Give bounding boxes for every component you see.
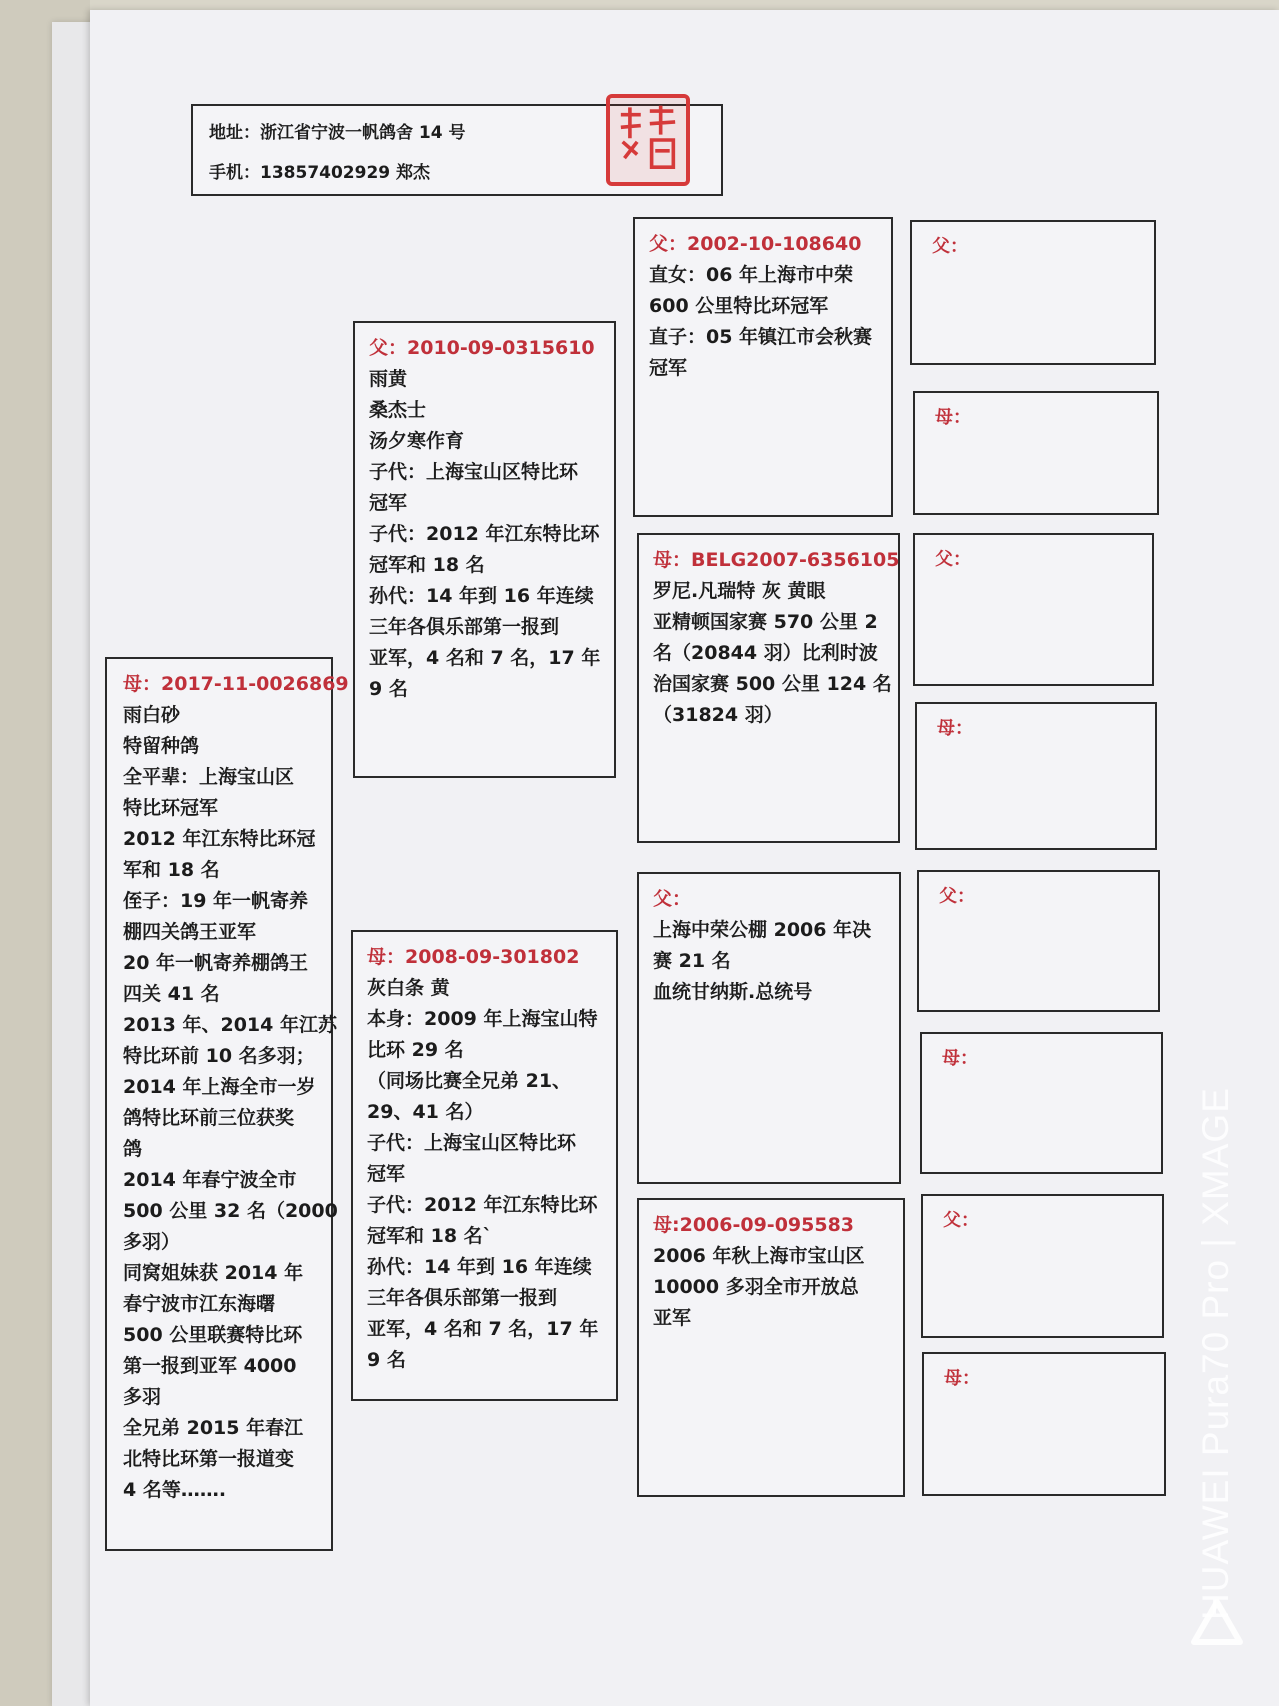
text-line: 桑杰士 (369, 399, 427, 421)
text-line: 直子：05 年镇江市会秋赛 (649, 326, 873, 348)
text-line: 冠军 (367, 1163, 406, 1185)
text-line: 2012 年江东特比环冠 (123, 828, 316, 850)
ggp-box-2 (913, 391, 1159, 515)
text-line: 上海中荣公棚 2006 年决 (653, 919, 872, 941)
ggp-label-6: 母： (942, 1048, 978, 1069)
text-line: 子代：2012 年江东特比环 (369, 523, 600, 545)
phone-text: 手机：13857402929 郑杰 (209, 163, 431, 183)
text-line: 孙代：14 年到 16 年连续 (369, 585, 594, 607)
gp3-lines (653, 884, 889, 1008)
sire-box (353, 321, 616, 778)
text-line: 500 公里联赛特比环 (123, 1324, 303, 1346)
ggp-box-3 (913, 533, 1154, 686)
text-line: 冠军 (649, 357, 688, 379)
text-line: 子代：上海宝山区特比环 (367, 1132, 577, 1154)
ggp-label-1: 父： (932, 236, 968, 257)
text-line: 汤夕寒作育 (369, 430, 465, 452)
ggp-box-6 (920, 1032, 1163, 1174)
camera-watermark: HUAWEI Pura70 Pro | XMAGE (1195, 1087, 1236, 1620)
text-line: 孙代：14 年到 16 年连续 (367, 1256, 592, 1278)
text-line: 母：2017-11-0026869 (123, 673, 349, 695)
text-line: 29、41 名） (367, 1101, 484, 1123)
text-line: 亚军，4 名和 7 名，17 年 (369, 647, 601, 669)
ggp-label-3: 父： (935, 549, 971, 570)
ggp-label-7: 父： (943, 1210, 979, 1231)
text-line: 500 公里 32 名（2000 (123, 1200, 338, 1222)
text-line: 名（20844 羽）比利时波 (653, 642, 878, 664)
text-line: 父：2002-10-108640 (649, 233, 862, 255)
text-line: 多羽 (123, 1386, 162, 1408)
granddam-paternal-box (637, 533, 900, 843)
text-line: 亚精顿国家赛 570 公里 2 (653, 611, 878, 633)
text-line: 2013 年、2014 年江苏 (123, 1014, 337, 1036)
text-line: 子代：2012 年江东特比环 (367, 1194, 598, 1216)
grandsire-paternal-box (633, 217, 893, 517)
text-line: 4 名等……. (123, 1479, 227, 1501)
text-line: 600 公里特比环冠军 (649, 295, 829, 317)
grandsire-maternal-box (637, 872, 901, 1184)
text-line: 本身：2009 年上海宝山特 (367, 1008, 598, 1030)
text-line: 三年各俱乐部第一报到 (369, 616, 560, 638)
text-line: 直女：06 年上海市中荣 (649, 264, 854, 286)
text-line: （31824 羽） (653, 704, 783, 726)
text-line: 9 名 (369, 678, 408, 700)
text-line: 父：2010-09-0315610 (369, 337, 595, 359)
text-line: 全平辈：上海宝山区 (123, 766, 295, 788)
gp2-lines (653, 545, 900, 731)
gp4-lines (653, 1210, 893, 1334)
ggp-box-4 (915, 702, 1157, 850)
text-line: 2006 年秋上海市宝山区 (653, 1245, 865, 1267)
text-line: 鸽特比环前三位获奖 (123, 1107, 295, 1129)
text-line: 罗尼.凡瑞特 灰 黄眼 (653, 580, 826, 602)
text-line: 棚四关鸽王亚军 (123, 921, 257, 943)
ggp-box-1 (910, 220, 1156, 365)
text-line: 治国家赛 500 公里 124 名 (653, 673, 892, 695)
text-line: 三年各俱乐部第一报到 (367, 1287, 558, 1309)
text-line: 雨黄 (369, 368, 408, 390)
subject-dam-box (105, 657, 349, 1551)
red-seal-stamp (606, 94, 690, 186)
text-line: 鸽 (123, 1138, 143, 1160)
text-line: 冠军和 18 名` (367, 1225, 493, 1247)
text-line: 赛 21 名 (653, 950, 731, 972)
text-line: 特比环前 10 名多羽； (123, 1045, 315, 1067)
dam-lines (367, 942, 606, 1376)
gp1-lines (649, 229, 881, 384)
text-line: 雨白砂 (123, 704, 181, 726)
ggp-label-4: 母： (937, 718, 973, 739)
ggp-box-7 (921, 1194, 1164, 1338)
text-line: 父： (653, 888, 692, 910)
text-line: 母：BELG2007-6356105 (653, 549, 900, 571)
text-line: 20 年一帆寄养棚鸽王 (123, 952, 309, 974)
text-line: 多羽） (123, 1231, 181, 1253)
text-line: 侄子：19 年一帆寄养 (123, 890, 309, 912)
text-line: 冠军和 18 名 (369, 554, 485, 576)
text-line: 北特比环第一报道变 (123, 1448, 295, 1470)
granddam-maternal-box (637, 1198, 905, 1497)
text-line: 母：2008-09-301802 (367, 946, 580, 968)
text-line: 四关 41 名 (123, 983, 220, 1005)
dam-box (351, 930, 618, 1401)
text-line: （同场比赛全兄弟 21、 (367, 1070, 572, 1092)
text-line: 冠军 (369, 492, 408, 514)
ggp-label-2: 母： (935, 407, 971, 428)
text-line: 特留种鸽 (123, 735, 200, 757)
ggp-box-8 (922, 1352, 1166, 1496)
text-line: 亚军，4 名和 7 名，17 年 (367, 1318, 599, 1340)
ggp-box-5 (917, 870, 1160, 1012)
text-line: 军和 18 名 (123, 859, 220, 881)
ggp-label-5: 父： (939, 886, 975, 907)
text-line: 母:2006-09-095583 (653, 1214, 855, 1236)
text-line: 春宁波市江东海曙 (123, 1293, 276, 1315)
text-line: 特比环冠军 (123, 797, 219, 819)
text-line: 第一报到亚军 4000 (123, 1355, 297, 1377)
text-line: 9 名 (367, 1349, 406, 1371)
text-line: 2014 年上海全市一岁 (123, 1076, 316, 1098)
text-line: 全兄弟 2015 年春江 (123, 1417, 304, 1439)
text-line: 亚军 (653, 1307, 692, 1329)
text-line: 比环 29 名 (367, 1039, 464, 1061)
text-line: 子代：上海宝山区特比环 (369, 461, 579, 483)
address-text: 地址：浙江省宁波一帆鸽舍 14 号 (209, 123, 466, 143)
text-line: 2014 年春宁波全市 (123, 1169, 297, 1191)
ggp-label-8: 母： (944, 1368, 980, 1389)
sire-lines (369, 333, 604, 705)
text-line: 血统甘纳斯.总统号 (653, 981, 813, 1003)
text-line: 灰白条 黄 (367, 977, 450, 999)
text-line: 同窝姐妹获 2014 年 (123, 1262, 304, 1284)
subject-dam-lines (123, 669, 349, 1506)
text-line: 10000 多羽全市开放总 (653, 1276, 859, 1298)
